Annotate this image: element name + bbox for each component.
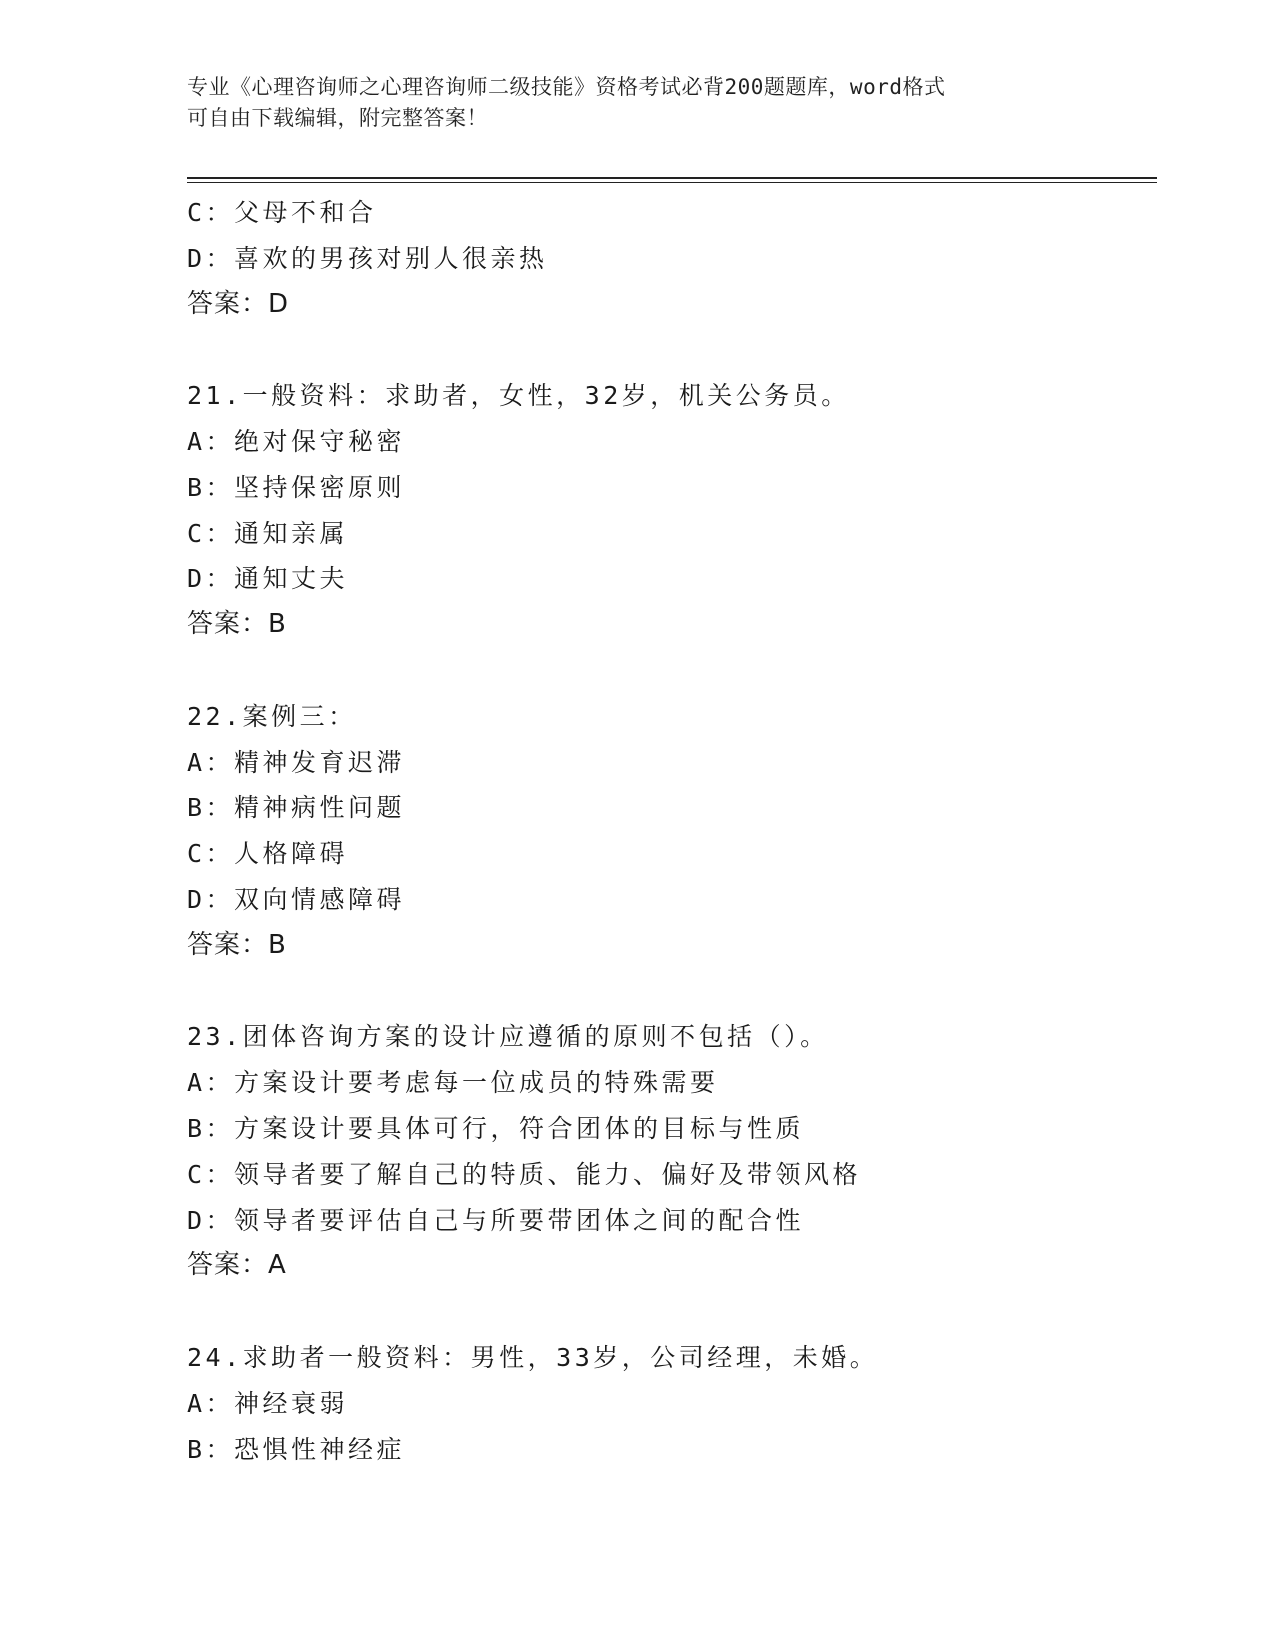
- spacer: [187, 1289, 1167, 1335]
- option-a: A：精神发育迟滞: [187, 747, 406, 777]
- option-b: B：恐惧性神经症: [187, 1434, 406, 1464]
- option-b: B：精神病性问题: [187, 793, 406, 823]
- spacer: [187, 648, 1167, 694]
- question-stem: 24.求助者一般资料：男性，33岁，公司经理，未婚。: [187, 1342, 879, 1372]
- question-stem: 22.案例三：: [187, 701, 357, 731]
- option-c: C：领导者要了解自己的特质、能力、偏好及带领风格: [187, 1159, 862, 1189]
- option-b: B：方案设计要具体可行，符合团体的目标与性质: [187, 1113, 805, 1143]
- document-header: [187, 72, 1077, 134]
- option-c: C：父母不和合: [187, 198, 377, 227]
- option-d: D：通知丈夫: [187, 564, 349, 594]
- option-d: D：双向情感障碍: [187, 884, 406, 914]
- answer-line: 答案：B: [187, 929, 287, 960]
- option-c: C：通知亲属: [187, 518, 349, 548]
- answer-line: 答案：D: [187, 288, 290, 319]
- option-a: A：方案设计要考虑每一位成员的特殊需要: [187, 1068, 719, 1098]
- option-d: D：喜欢的男孩对别人很亲热: [187, 243, 548, 273]
- spacer: [187, 969, 1167, 1015]
- header-rule-thin: [187, 182, 1157, 183]
- header-rule-thick: [187, 177, 1157, 179]
- option-a: A：绝对保守秘密: [187, 426, 406, 456]
- option-b: B：坚持保密原则: [187, 472, 406, 502]
- header-line-2: 可自由下载编辑，附完整答案！: [187, 106, 488, 130]
- spacer: [187, 327, 1167, 373]
- option-a: A：神经衰弱: [187, 1388, 349, 1418]
- question-stem: 21.一般资料：求助者，女性，32岁，机关公务员。: [187, 381, 850, 411]
- answer-line: 答案：A: [187, 1250, 287, 1281]
- option-d: D：领导者要评估自己与所要带团体之间的配合性: [187, 1205, 805, 1235]
- header-line-1: 专业《心理咨询师之心理咨询师二级技能》资格考试必背200题题库，word格式: [187, 75, 946, 99]
- question-stem: 23.团体咨询方案的设计应遵循的原则不包括（）。: [187, 1022, 829, 1052]
- question-list: [187, 190, 1167, 1472]
- answer-line: 答案：B: [187, 609, 287, 640]
- option-c: C：人格障碍: [187, 839, 349, 869]
